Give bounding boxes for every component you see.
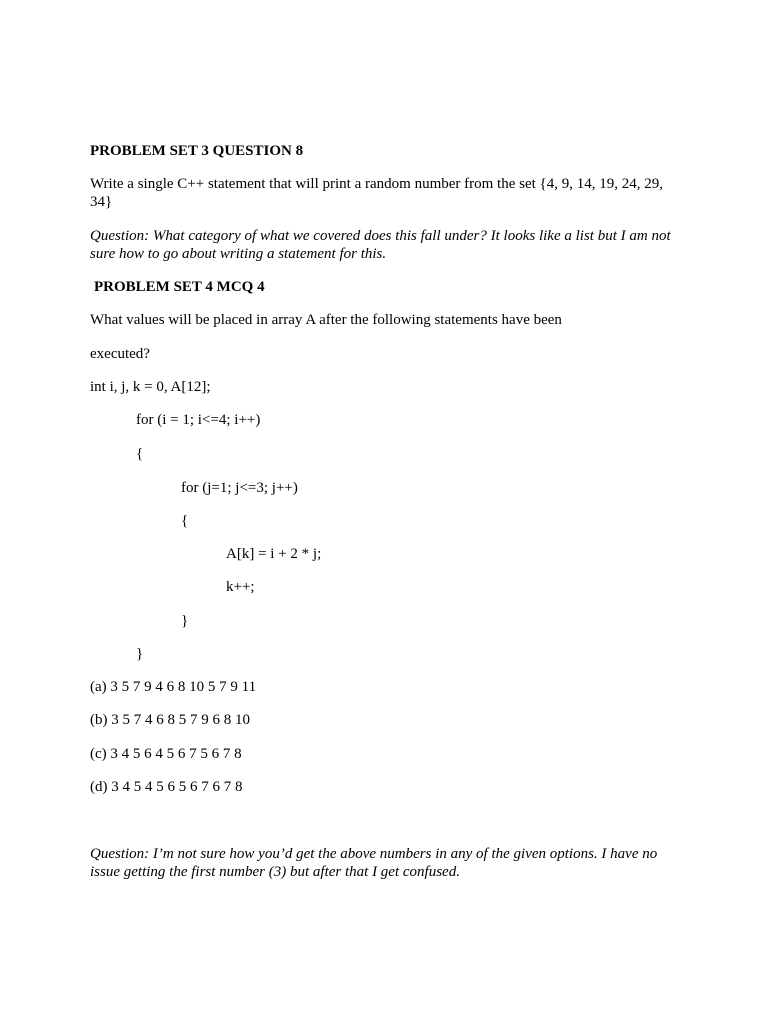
code-outer-close-brace: } — [136, 646, 144, 662]
option-a: (a) 3 5 7 9 4 6 8 10 5 7 9 11 — [90, 679, 257, 695]
code-inner-close-brace: } — [181, 613, 189, 629]
code-inner-for: for (j=1; j<=3; j++) — [181, 480, 298, 496]
ps4-question-line1: Question: I’m not sure how you’d get the above numbers in any of the given options. I have no — [90, 846, 658, 862]
code-declaration: int i, j, k = 0, A[12]; — [90, 379, 211, 395]
code-outer-for: for (i = 1; i<=4; i++) — [136, 412, 261, 428]
option-c: (c) 3 4 5 6 4 5 6 7 5 6 7 8 — [90, 746, 242, 762]
ps3-prompt-line1: Write a single C++ statement that will print a random number from the set {4, 9, 14, 19, 24, 29, — [90, 176, 663, 192]
code-assignment: A[k] = i + 2 * j; — [226, 546, 322, 562]
code-outer-open-brace: { — [136, 446, 144, 462]
ps3-question-line1: Question: What category of what we covered does this fall under? It looks like a list but I am not — [90, 228, 671, 244]
code-increment: k++; — [226, 579, 255, 595]
ps4-heading: PROBLEM SET 4 MCQ 4 — [94, 279, 265, 295]
ps4-question-line2: issue getting the first number (3) but after that I get confused. — [90, 864, 460, 880]
code-inner-open-brace: { — [181, 513, 189, 529]
ps4-prompt-line1: What values will be placed in array A after the following statements have been — [90, 312, 562, 328]
ps4-prompt-line2: executed? — [90, 346, 150, 362]
ps3-heading: PROBLEM SET 3 QUESTION 8 — [90, 143, 304, 159]
option-d: (d) 3 4 5 4 5 6 5 6 7 6 7 8 — [90, 779, 243, 795]
ps3-question-line2: sure how to go about writing a statement for this. — [90, 246, 387, 262]
ps3-prompt-line2: 34} — [90, 194, 113, 210]
option-b: (b) 3 5 7 4 6 8 5 7 9 6 8 10 — [90, 712, 250, 728]
